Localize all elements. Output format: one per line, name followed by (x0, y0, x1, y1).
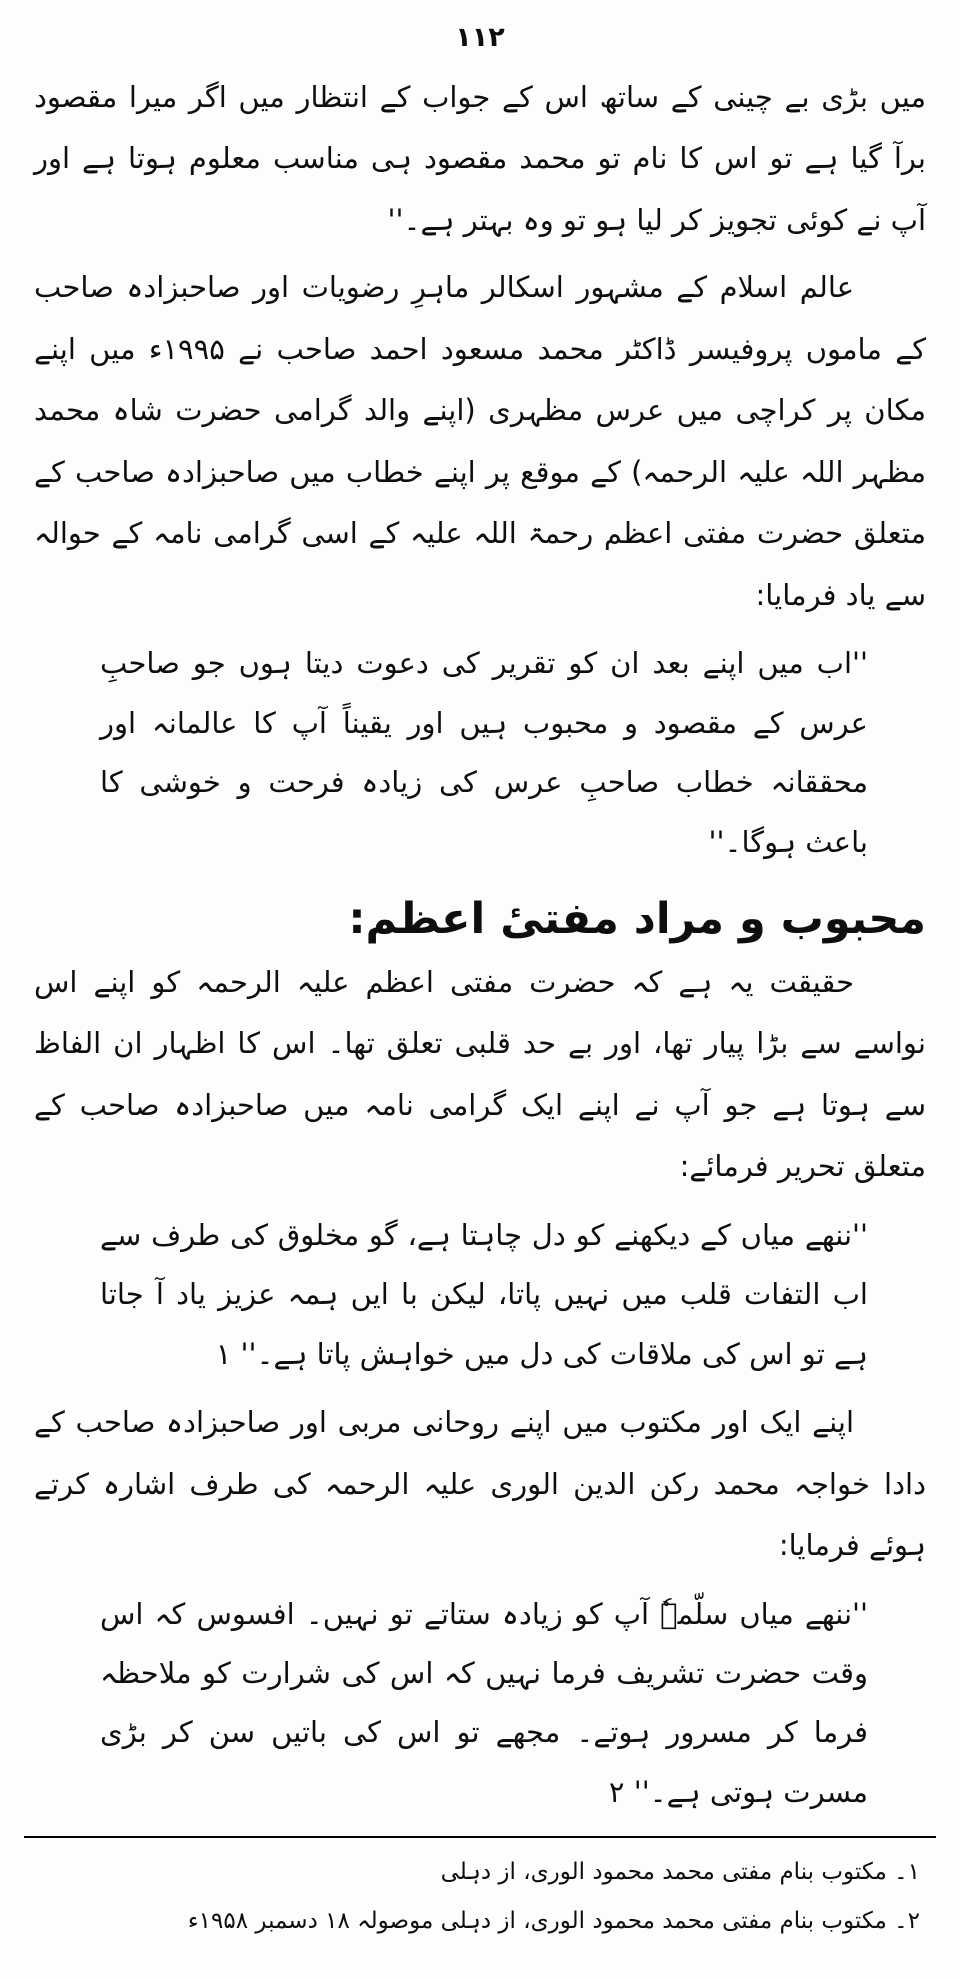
footnote-1: ۱۔ مکتوب بنام مفتی محمد محمود الوری، از دہلی (440, 1859, 920, 1886)
blockquote-invitation: ''اب میں اپنے بعد ان کو تقریر کی دعوت دیتا ہوں جو صاحبِ عرس کے مقصود و محبوب ہیں اور یقیناً آپ کا عالمانہ اور محققانہ خطاب صاحبِ عرس کی زیادہ فرحت و خوشی کا باعث ہوگا۔'' (100, 646, 868, 859)
paragraph-affection: حقیقت یہ ہے کہ حضرت مفتی اعظم علیہ الرحمہ کو اپنے اس نواسے سے بڑا پیار تھا، اور بے حد قلبی تعلق تھا۔ اس کا اظہار ان الفاظ سے ہوتا ہے جو آپ نے اپنے ایک گرامی نامہ میں صاحبزادہ صاحب کے متعلق تحریر فرمائے: (34, 964, 926, 1184)
blockquote-nanhe-miyan-first: ''ننھے میاں کے دیکھنے کو دل چاہتا ہے، گو مخلوق کی طرف سے اب التفات قلب میں نہیں پاتا، لیکن با ایں ہمہ عزیز یاد آ جاتا ہے تو اس کی ملاقات کی دل میں خواہش پاتا ہے۔'' ۱ (100, 1217, 868, 1371)
paragraph-scholar-reference: عالم اسلام کے مشہور اسکالر ماہرِ رضویات اور صاحبزادہ صاحب کے ماموں پروفیسر ڈاکٹر محمد مسعود احمد صاحب نے ۱۹۹۵ء میں اپنے مکان پر کراچی میں عرس مظہری (اپنے والد گرامی حضرت شاہ محمد مظہر اللہ علیہ الرحمہ) کے موقع پر اپنے خطاب میں صاحبزادہ صاحب کے متعلق حضرت مفتی اعظم رحمۃ اللہ علیہ کے اسی گرامی نامہ کے حوالہ سے یاد فرمایا: (34, 270, 927, 612)
paragraph-continuation-quote: میں بڑی بے چینی کے ساتھ اس کے جواب کے انتظار میں اگر میرا مقصود برآ گیا ہے تو اس کا نام تو محمد مقصود ہی مناسب معلوم ہوتا ہے اور آپ نے کوئی تجویز کر لیا ہو تو وہ بہتر ہے۔'' (34, 80, 926, 237)
footnote-divider (24, 1836, 936, 1838)
paragraph-second-letter: اپنے ایک اور مکتوب میں اپنے روحانی مربی اور صاحبزادہ صاحب کے دادا خواجہ محمد رکن الدین الوری علیہ الرحمہ کی طرف اشارہ کرتے ہوئے فرمایا: (34, 1405, 926, 1563)
footnote-area (34, 1830, 926, 1945)
blockquote-nanhe-miyan-second: ''ننھے میاں سلّمہٗ آپ کو زیادہ ستاتے تو نہیں۔ افسوس کہ اس وقت حضرت تشریف فرما نہیں کہ اس کی شرارت کو ملاحظہ فرما کر مسرور ہوتے۔ مجھے تو اس کی باتیں سن کر بڑی مسرت ہوتی ہے۔'' ۲ (100, 1596, 868, 1809)
section-heading: محبوب و مراد مفتیٔ اعظم: (348, 893, 926, 944)
page-number: ۱۱۲ (455, 22, 505, 53)
footnote-2: ۲۔ مکتوب بنام مفتی محمد محمود الوری، از دہلی موصولہ ۱۸ دسمبر ۱۹۵۸ء (187, 1907, 920, 1934)
